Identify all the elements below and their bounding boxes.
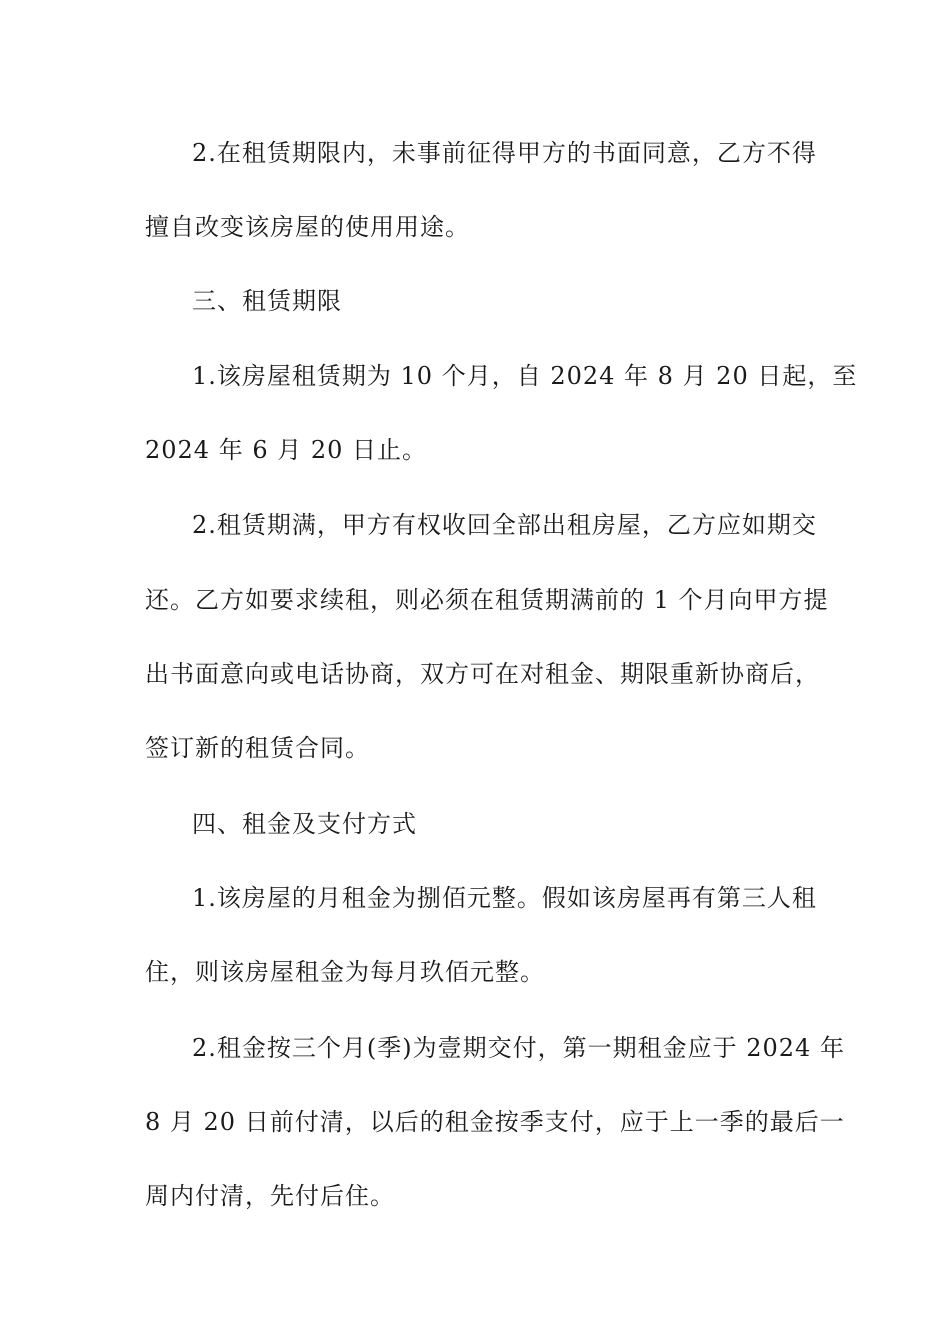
clause-4-2-line-1: 2.租金按三个月(季)为壹期交付，第一期租金应于 2024 年 bbox=[192, 1034, 845, 1062]
clause-2-2-line-1: 2.在租赁期限内，未事前征得甲方的书面同意，乙方不得 bbox=[192, 139, 817, 167]
section-4-heading: 四、租金及支付方式 bbox=[192, 810, 417, 838]
clause-3-1-line-1: 1.该房屋租赁期为 10 个月，自 2024 年 8 月 20 日起，至 bbox=[192, 362, 858, 390]
clause-4-2-line-3: 周内付清，先付后住。 bbox=[145, 1182, 395, 1210]
clause-4-1-line-1: 1.该房屋的月租金为捌佰元整。假如该房屋再有第三人租 bbox=[192, 884, 817, 912]
clause-2-2-line-2: 擅自改变该房屋的使用用途。 bbox=[145, 213, 470, 241]
clause-3-2-line-4: 签订新的租赁合同。 bbox=[145, 734, 370, 762]
clause-4-1-line-2: 住，则该房屋租金为每月玖佰元整。 bbox=[145, 958, 545, 986]
clause-3-2-line-2: 还。乙方如要求续租，则必须在租赁期满前的 1 个月向甲方提 bbox=[145, 586, 829, 614]
clause-4-2-line-2: 8 月 20 日前付清，以后的租金按季支付，应于上一季的最后一 bbox=[145, 1108, 845, 1136]
section-3-heading: 三、租赁期限 bbox=[192, 287, 342, 315]
clause-3-2-line-3: 出书面意向或电话协商，双方可在对租金、期限重新协商后， bbox=[145, 660, 820, 688]
clause-3-2-line-1: 2.租赁期满，甲方有权收回全部出租房屋，乙方应如期交 bbox=[192, 511, 817, 539]
clause-3-1-line-2: 2024 年 6 月 20 日止。 bbox=[145, 436, 428, 464]
